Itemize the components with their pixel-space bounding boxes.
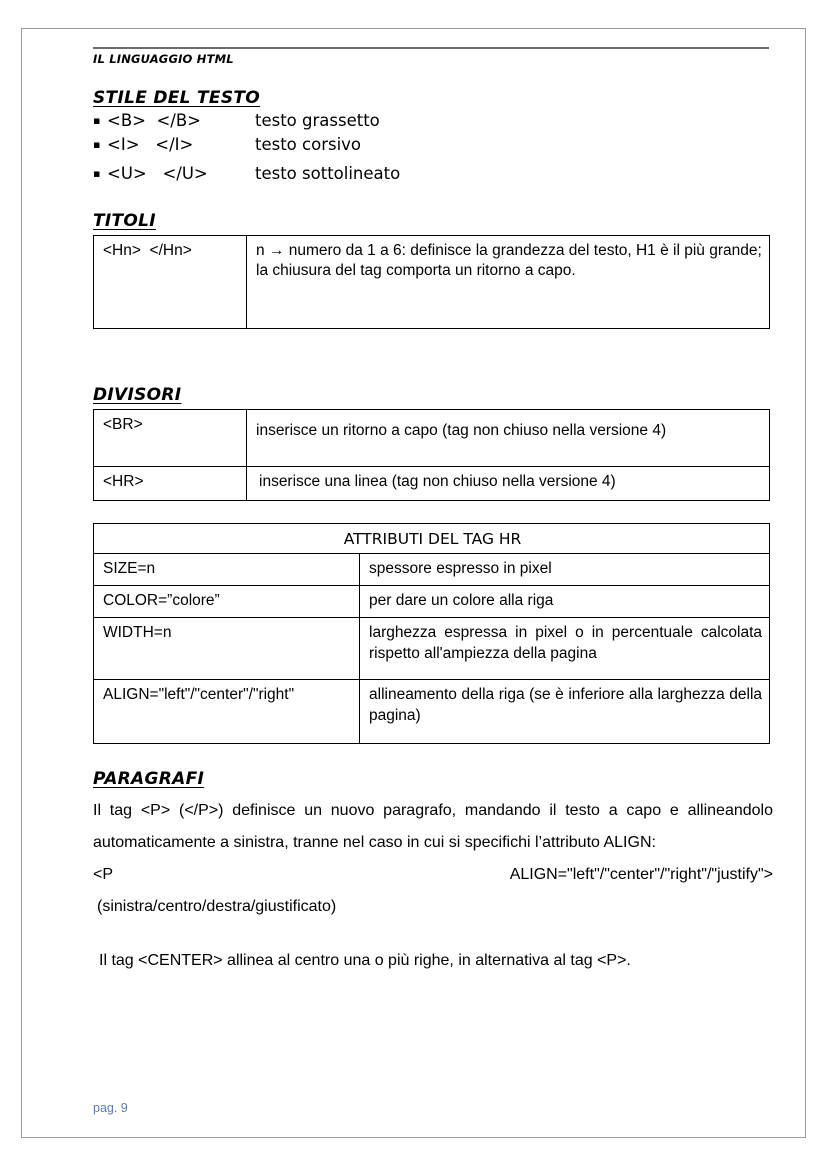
page-number-footer: pag. 9 — [93, 1101, 128, 1115]
align-line-attribute: ALIGN="left"/"center"/"right"/"justify"> — [509, 866, 773, 884]
attribute-name-cell: WIDTH=n — [94, 618, 360, 680]
running-header-text: IL LINGUAGGIO HTML — [93, 52, 234, 66]
table-header-row — [94, 523, 770, 553]
paragrafi-center-note: Il tag <CENTER> allinea al centro una o più righe, in alternativa al tag <P>. — [99, 952, 631, 970]
attributi-hr-table — [93, 523, 770, 744]
attributi-hr-table-title: ATTRIBUTI DEL TAG HR — [94, 523, 770, 553]
page-frame — [21, 28, 806, 1138]
divisori-tag-cell: <HR> — [94, 466, 247, 500]
paragrafi-align-translation: (sinistra/centro/destra/giustificato) — [97, 898, 337, 916]
attribute-name-cell: SIZE=n — [94, 554, 360, 586]
titoli-desc-cell: n → numero da 1 a 6: definisce la grandezza del testo, H1 è il più grande; la chiusura del tag comporta un ritorno a capo. — [247, 235, 770, 328]
list-item — [93, 134, 773, 154]
attribute-desc-cell: larghezza espressa in pixel o in percentuale calcolata rispetto all'ampiezza della pagina — [360, 618, 770, 680]
attribute-name-cell: COLOR=”colore” — [94, 586, 360, 618]
table-row — [94, 409, 770, 466]
stile-description: testo sottolineato — [255, 164, 401, 184]
divisori-table — [93, 409, 770, 501]
bullet-icon: ▪ — [93, 167, 101, 181]
attribute-name-cell: ALIGN="left"/"center"/"right" — [94, 680, 360, 744]
section-heading-divisori-row — [93, 385, 773, 405]
attribute-desc-cell: allineamento della riga (se è inferiore alla larghezza della pagina) — [360, 680, 770, 744]
divisori-desc-cell: inserisce un ritorno a capo (tag non chiuso nella versione 4) — [247, 409, 770, 466]
stile-list — [93, 113, 773, 183]
table-row — [94, 554, 770, 586]
stile-tag: <B> </B> — [107, 111, 201, 131]
divisori-tag-cell: <BR> — [94, 409, 247, 466]
table-row — [94, 680, 770, 744]
table-row — [94, 235, 770, 328]
bullet-icon: ▪ — [93, 137, 101, 151]
paragrafi-align-line — [93, 859, 773, 891]
section-heading-divisori: DIVISORI — [93, 384, 182, 405]
section-heading-titoli-row — [93, 211, 773, 231]
stile-tag: <U> </U> — [107, 164, 208, 184]
titoli-table — [93, 235, 770, 329]
divisori-desc-cell: inserisce una linea (tag non chiuso nella versione 4) — [247, 466, 770, 500]
stile-tag: <I> </I> — [107, 134, 194, 154]
page-content — [93, 47, 773, 1127]
section-heading-paragrafi: PARAGRAFI — [93, 769, 205, 790]
section-heading-stile: STILE DEL TESTO — [93, 88, 261, 109]
align-line-tag-open: <P — [93, 866, 114, 884]
list-item — [93, 113, 773, 130]
attribute-desc-cell: spessore espresso in pixel — [360, 554, 770, 586]
table-row — [94, 586, 770, 618]
stile-description: testo corsivo — [255, 134, 362, 154]
section-heading-stile-row — [93, 88, 773, 108]
list-item — [93, 166, 773, 183]
section-heading-paragrafi-row — [93, 769, 773, 789]
table-row — [94, 466, 770, 500]
table-row — [94, 618, 770, 680]
attribute-desc-cell: per dare un colore alla riga — [360, 586, 770, 618]
stile-description: testo grassetto — [255, 111, 380, 131]
running-header — [93, 47, 769, 66]
bullet-icon: ▪ — [93, 114, 101, 128]
section-heading-titoli: TITOLI — [93, 210, 156, 231]
paragrafi-intro-text: Il tag <P> (</P>) definisce un nuovo paragrafo, mandando il testo a capo e allineandolo automaticamente a sinistra, tranne nel caso in cui si specifichi l’attributo ALIGN: — [93, 802, 773, 852]
titoli-tag-cell: <Hn> </Hn> — [94, 235, 247, 328]
